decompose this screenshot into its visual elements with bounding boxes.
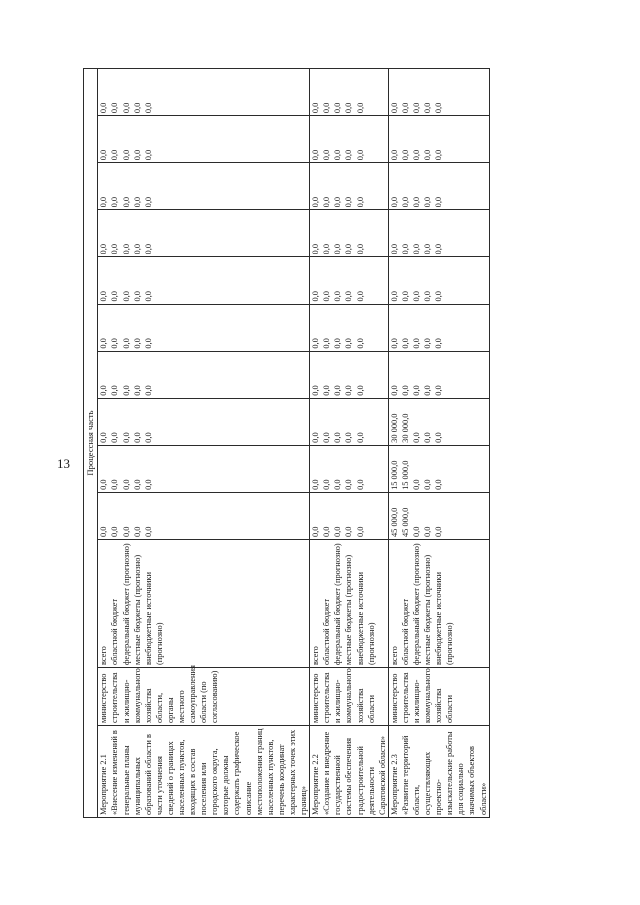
value-cell: 0,0 xyxy=(434,196,444,208)
funding-sources xyxy=(98,540,310,668)
value-column-8 xyxy=(310,163,389,210)
value-cell: 0,0 xyxy=(99,526,109,537)
value-cell: 0,0 xyxy=(110,102,120,114)
value-cell: 0,0 xyxy=(355,102,365,114)
value-cell: 0,0 xyxy=(434,479,444,490)
value-column-5 xyxy=(98,304,310,351)
rotated-table-wrapper xyxy=(83,68,555,818)
value-cell: 0,0 xyxy=(121,432,131,443)
value-column-5 xyxy=(310,304,389,351)
value-cell: 0,0 xyxy=(121,102,131,114)
funding-source-label: областной бюджет xyxy=(110,598,120,665)
value-cell: 0,0 xyxy=(132,291,142,302)
value-cell: 0,0 xyxy=(355,479,365,490)
value-cell: 0,0 xyxy=(99,338,109,349)
value-cell: 0,0 xyxy=(423,479,433,490)
value-cell: 0,0 xyxy=(311,338,321,349)
value-cell: 45 000,0 xyxy=(389,507,399,537)
value-column-2 xyxy=(98,445,310,492)
value-cell: 0,0 xyxy=(99,291,109,302)
value-cell: 0,0 xyxy=(322,196,332,208)
value-cell: 0,0 xyxy=(400,291,410,302)
value-column-6 xyxy=(98,257,310,304)
value-column-7 xyxy=(98,210,310,257)
value-cell: 0,0 xyxy=(423,102,433,114)
value-cell: 0,0 xyxy=(110,291,120,302)
value-cell: 0,0 xyxy=(132,196,142,208)
value-column-4 xyxy=(98,351,310,398)
value-column-8 xyxy=(388,163,489,210)
value-cell: 30 000,0 xyxy=(400,413,410,443)
value-cell: 0,0 xyxy=(333,149,343,161)
funding-source-label: всего xyxy=(311,646,321,665)
value-cell: 0,0 xyxy=(400,196,410,208)
value-cell: 0,0 xyxy=(344,526,354,537)
value-cell: 30 000,0 xyxy=(389,413,399,443)
value-column-4 xyxy=(310,351,389,398)
funding-source-label: внебюджетные источники (прогнозно) xyxy=(434,572,455,665)
value-cell: 0,0 xyxy=(411,385,421,396)
value-cell: 0,0 xyxy=(311,243,321,255)
value-cell: 0,0 xyxy=(132,385,142,396)
value-cell: 0,0 xyxy=(333,385,343,396)
value-cell: 0,0 xyxy=(121,338,131,349)
value-column-9 xyxy=(388,116,489,163)
value-cell: 0,0 xyxy=(132,102,142,114)
value-column-2 xyxy=(310,445,389,492)
value-cell: 0,0 xyxy=(344,196,354,208)
value-cell: 0,0 xyxy=(355,291,365,302)
value-column-6 xyxy=(310,257,389,304)
value-cell: 0,0 xyxy=(132,243,142,255)
value-cell: 0,0 xyxy=(389,385,399,396)
value-cell: 0,0 xyxy=(355,196,365,208)
funding-source-label: федеральный бюджет (прогнозно) xyxy=(121,543,131,665)
value-cell: 15 000,0 xyxy=(389,460,399,490)
value-cell: 0,0 xyxy=(389,291,399,302)
value-column-9 xyxy=(98,116,310,163)
value-column-10 xyxy=(98,69,310,116)
section-header: Процессная часть xyxy=(84,69,98,818)
value-cell: 0,0 xyxy=(132,149,142,161)
value-cell: 0,0 xyxy=(121,196,131,208)
value-column-1 xyxy=(98,492,310,539)
value-cell: 0,0 xyxy=(423,196,433,208)
activity-name: Мероприятие 2.2 «Создание и внедрение государственной системы обеспечения градостроительной деятельности Саратовской области» xyxy=(310,726,389,818)
value-cell: 0,0 xyxy=(99,432,109,443)
value-cell: 0,0 xyxy=(322,102,332,114)
value-cell: 0,0 xyxy=(121,385,131,396)
value-cell: 0,0 xyxy=(143,149,153,161)
funding-source-label: внебюджетные источники (прогнозно) xyxy=(355,572,376,665)
value-cell: 0,0 xyxy=(411,432,421,443)
value-cell: 0,0 xyxy=(99,149,109,161)
value-cell: 0,0 xyxy=(389,338,399,349)
value-cell: 0,0 xyxy=(110,526,120,537)
value-cell: 0,0 xyxy=(143,291,153,302)
value-cell: 0,0 xyxy=(411,149,421,161)
funding-source-label: местные бюджеты (прогнозно) xyxy=(132,554,142,665)
value-cell: 0,0 xyxy=(411,291,421,302)
activity-executor: министерство строительства и жилищно-коммунального хозяйства области, органы местного самоуправления области (по согласованию) xyxy=(98,668,310,726)
value-cell: 0,0 xyxy=(143,432,153,443)
value-cell: 0,0 xyxy=(344,338,354,349)
value-cell: 0,0 xyxy=(143,338,153,349)
value-cell: 0,0 xyxy=(110,479,120,490)
value-cell: 0,0 xyxy=(344,102,354,114)
value-cell: 0,0 xyxy=(121,291,131,302)
funding-source-label: областной бюджет xyxy=(400,598,410,665)
value-cell: 0,0 xyxy=(389,243,399,255)
value-cell: 0,0 xyxy=(322,432,332,443)
value-cell: 0,0 xyxy=(322,243,332,255)
value-cell: 0,0 xyxy=(423,385,433,396)
funding-source-label: федеральный бюджет (прогнозно) xyxy=(333,543,343,665)
value-cell: 0,0 xyxy=(143,243,153,255)
value-cell: 0,0 xyxy=(355,432,365,443)
value-cell: 0,0 xyxy=(423,149,433,161)
value-cell: 0,0 xyxy=(400,338,410,349)
value-cell: 0,0 xyxy=(99,102,109,114)
program-table xyxy=(83,68,490,818)
value-cell: 0,0 xyxy=(434,291,444,302)
value-column-3 xyxy=(98,398,310,445)
value-cell: 0,0 xyxy=(411,338,421,349)
value-cell: 0,0 xyxy=(333,338,343,349)
value-cell: 0,0 xyxy=(411,196,421,208)
value-cell: 0,0 xyxy=(400,149,410,161)
value-cell: 0,0 xyxy=(311,102,321,114)
value-cell: 0,0 xyxy=(311,149,321,161)
value-column-4 xyxy=(388,351,489,398)
value-cell: 0,0 xyxy=(143,526,153,537)
funding-source-label: всего xyxy=(389,646,399,665)
value-cell: 0,0 xyxy=(434,338,444,349)
value-cell: 0,0 xyxy=(132,526,142,537)
value-cell: 0,0 xyxy=(110,338,120,349)
value-cell: 0,0 xyxy=(333,196,343,208)
value-cell: 0,0 xyxy=(411,243,421,255)
value-cell: 0,0 xyxy=(311,385,321,396)
value-cell: 0,0 xyxy=(322,479,332,490)
activity-row xyxy=(98,69,310,818)
value-cell: 0,0 xyxy=(110,432,120,443)
value-cell: 0,0 xyxy=(355,526,365,537)
value-cell: 0,0 xyxy=(121,479,131,490)
activity-executor: министерство строительства и жилищно-коммунального хозяйства области xyxy=(388,668,489,726)
value-cell: 0,0 xyxy=(121,243,131,255)
value-column-10 xyxy=(310,69,389,116)
activity-row xyxy=(388,69,489,818)
value-cell: 0,0 xyxy=(344,432,354,443)
value-cell: 0,0 xyxy=(434,385,444,396)
value-cell: 0,0 xyxy=(322,338,332,349)
value-cell: 0,0 xyxy=(99,243,109,255)
page-number: 13 xyxy=(57,456,70,471)
value-cell: 0,0 xyxy=(121,149,131,161)
value-cell: 0,0 xyxy=(311,526,321,537)
value-cell: 45 000,0 xyxy=(400,507,410,537)
value-cell: 0,0 xyxy=(143,196,153,208)
value-cell: 0,0 xyxy=(423,291,433,302)
funding-sources xyxy=(310,540,389,668)
value-column-6 xyxy=(388,257,489,304)
value-column-1 xyxy=(310,492,389,539)
value-cell: 0,0 xyxy=(322,291,332,302)
value-cell: 0,0 xyxy=(344,479,354,490)
value-cell: 0,0 xyxy=(99,385,109,396)
value-column-7 xyxy=(310,210,389,257)
value-column-7 xyxy=(388,210,489,257)
funding-source-label: местные бюджеты (прогнозно) xyxy=(344,554,354,665)
value-column-5 xyxy=(388,304,489,351)
value-cell: 0,0 xyxy=(110,149,120,161)
value-cell: 0,0 xyxy=(389,149,399,161)
value-cell: 0,0 xyxy=(110,196,120,208)
value-cell: 0,0 xyxy=(400,385,410,396)
value-cell: 0,0 xyxy=(344,149,354,161)
value-cell: 0,0 xyxy=(333,243,343,255)
value-cell: 0,0 xyxy=(132,338,142,349)
value-cell: 0,0 xyxy=(344,385,354,396)
value-cell: 0,0 xyxy=(110,243,120,255)
value-cell: 0,0 xyxy=(411,479,421,490)
activity-name: Мероприятие 2.1 «Внесение изменений в генеральные планы муниципальных образований области в части уточнения сведений о границах населенных пунктов, входящих в состав поселения или городского округа, которые должны содержать графическое описание местоположения границ населенных пунктов, перечень координат характерных точек этих границ» xyxy=(98,726,310,818)
funding-sources xyxy=(388,540,489,668)
value-cell: 0,0 xyxy=(333,102,343,114)
value-cell: 0,0 xyxy=(434,243,444,255)
value-column-10 xyxy=(388,69,489,116)
activity-executor: министерство строительства и жилищно-коммунального хозяйства области xyxy=(310,668,389,726)
value-cell: 0,0 xyxy=(355,385,365,396)
value-column-1 xyxy=(388,492,489,539)
value-cell: 0,0 xyxy=(355,149,365,161)
value-cell: 0,0 xyxy=(99,479,109,490)
value-cell: 0,0 xyxy=(400,243,410,255)
activity-name: Мероприятие 2.3 «Развитие территорий области, осуществляющих проектно-изыскательские работы для социально значимых объектов области» xyxy=(388,726,489,818)
value-cell: 0,0 xyxy=(434,432,444,443)
value-cell: 0,0 xyxy=(423,338,433,349)
funding-source-label: внебюджетные источники (прогнозно) xyxy=(143,572,164,665)
value-cell: 0,0 xyxy=(311,479,321,490)
value-cell: 0,0 xyxy=(389,196,399,208)
value-cell: 0,0 xyxy=(344,291,354,302)
value-cell: 0,0 xyxy=(434,526,444,537)
value-column-8 xyxy=(98,163,310,210)
value-cell: 0,0 xyxy=(99,196,109,208)
value-cell: 0,0 xyxy=(311,291,321,302)
value-cell: 0,0 xyxy=(143,479,153,490)
value-cell: 0,0 xyxy=(311,432,321,443)
value-cell: 0,0 xyxy=(423,432,433,443)
value-cell: 0,0 xyxy=(322,149,332,161)
funding-source-label: областной бюджет xyxy=(322,598,332,665)
value-cell: 0,0 xyxy=(333,432,343,443)
value-cell: 0,0 xyxy=(423,243,433,255)
value-cell: 0,0 xyxy=(132,432,142,443)
value-cell: 0,0 xyxy=(411,102,421,114)
value-cell: 0,0 xyxy=(110,385,120,396)
value-cell: 0,0 xyxy=(143,102,153,114)
activity-row xyxy=(310,69,389,818)
funding-source-label: всего xyxy=(99,646,109,665)
value-cell: 0,0 xyxy=(333,479,343,490)
value-cell: 0,0 xyxy=(322,385,332,396)
value-cell: 0,0 xyxy=(355,338,365,349)
value-cell: 0,0 xyxy=(344,243,354,255)
value-cell: 0,0 xyxy=(423,526,433,537)
value-cell: 0,0 xyxy=(132,479,142,490)
value-cell: 0,0 xyxy=(311,196,321,208)
value-cell: 15 000,0 xyxy=(400,460,410,490)
value-cell: 0,0 xyxy=(333,291,343,302)
value-column-9 xyxy=(310,116,389,163)
section-header-row xyxy=(84,69,98,818)
funding-source-label: федеральный бюджет (прогнозно) xyxy=(411,543,421,665)
value-cell: 0,0 xyxy=(322,526,332,537)
value-cell: 0,0 xyxy=(355,243,365,255)
value-cell: 0,0 xyxy=(434,102,444,114)
value-cell: 0,0 xyxy=(143,385,153,396)
value-cell: 0,0 xyxy=(411,526,421,537)
funding-source-label: местные бюджеты (прогнозно) xyxy=(423,554,433,665)
value-cell: 0,0 xyxy=(400,102,410,114)
value-cell: 0,0 xyxy=(389,102,399,114)
value-column-3 xyxy=(388,398,489,445)
value-column-3 xyxy=(310,398,389,445)
value-cell: 0,0 xyxy=(121,526,131,537)
value-cell: 0,0 xyxy=(333,526,343,537)
value-column-2 xyxy=(388,445,489,492)
value-cell: 0,0 xyxy=(434,149,444,161)
